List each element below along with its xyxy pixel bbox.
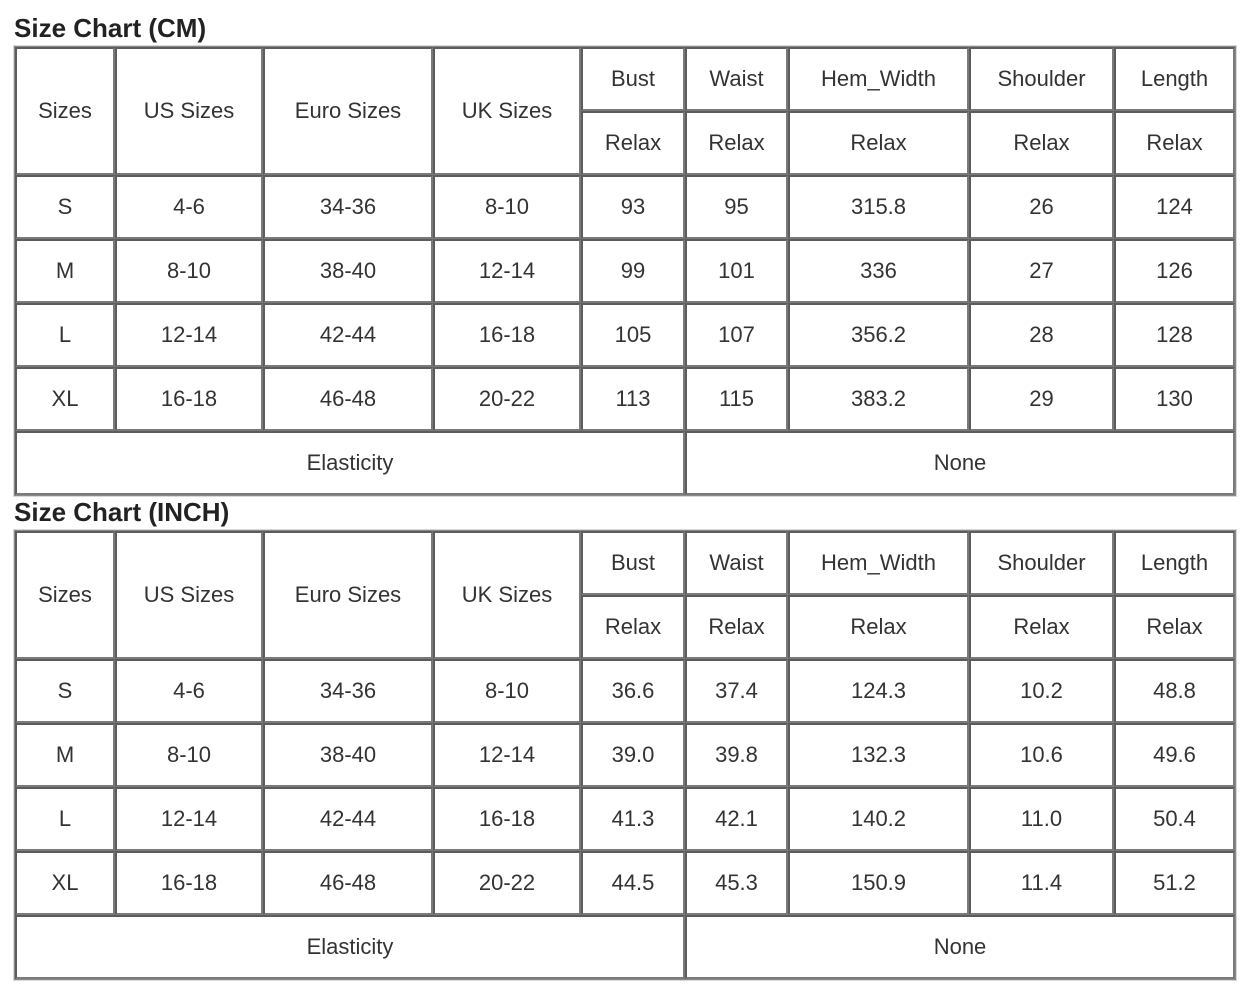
table-row: [15, 367, 1235, 431]
header-bust: Bust: [581, 47, 685, 111]
fit-cell: Relax: [788, 595, 969, 659]
waist-cell: 101: [685, 239, 788, 303]
header-us-sizes: US Sizes: [115, 47, 263, 175]
us-size-cell: 4-6: [115, 175, 263, 239]
euro-size-cell: 34-36: [263, 175, 433, 239]
waist-cell: 37.4: [685, 659, 788, 723]
shoulder-cell: 10.6: [969, 723, 1114, 787]
size-cell: S: [15, 175, 115, 239]
bust-cell: 36.6: [581, 659, 685, 723]
elasticity-label: Elasticity: [15, 431, 685, 495]
table-row: [15, 851, 1235, 915]
header-row: [15, 47, 1235, 111]
size-cell: M: [15, 723, 115, 787]
hem-width-cell: 336: [788, 239, 969, 303]
bust-cell: 93: [581, 175, 685, 239]
header-euro-sizes: Euro Sizes: [263, 47, 433, 175]
uk-size-cell: 16-18: [433, 787, 581, 851]
bust-cell: 113: [581, 367, 685, 431]
header-shoulder: Shoulder: [969, 47, 1114, 111]
table-row: [15, 659, 1235, 723]
header-uk-sizes: UK Sizes: [433, 47, 581, 175]
waist-cell: 45.3: [685, 851, 788, 915]
us-size-cell: 12-14: [115, 303, 263, 367]
uk-size-cell: 20-22: [433, 851, 581, 915]
table-row: [15, 239, 1235, 303]
shoulder-cell: 27: [969, 239, 1114, 303]
euro-size-cell: 46-48: [263, 367, 433, 431]
bust-cell: 41.3: [581, 787, 685, 851]
bust-cell: 99: [581, 239, 685, 303]
hem-width-cell: 383.2: [788, 367, 969, 431]
elasticity-value: None: [685, 431, 1235, 495]
size-cell: S: [15, 659, 115, 723]
fit-cell: Relax: [969, 595, 1114, 659]
fit-cell: Relax: [1114, 111, 1235, 175]
euro-size-cell: 46-48: [263, 851, 433, 915]
header-waist: Waist: [685, 531, 788, 595]
hem-width-cell: 140.2: [788, 787, 969, 851]
waist-cell: 39.8: [685, 723, 788, 787]
size-chart-inch: [14, 494, 1236, 980]
fit-cell: Relax: [788, 111, 969, 175]
us-size-cell: 16-18: [115, 851, 263, 915]
header-hem-width: Hem_Width: [788, 531, 969, 595]
fit-cell: Relax: [685, 111, 788, 175]
length-cell: 130: [1114, 367, 1235, 431]
fit-cell: Relax: [581, 595, 685, 659]
uk-size-cell: 8-10: [433, 659, 581, 723]
elasticity-value: None: [685, 915, 1235, 979]
hem-width-cell: 150.9: [788, 851, 969, 915]
waist-cell: 107: [685, 303, 788, 367]
shoulder-cell: 26: [969, 175, 1114, 239]
chart-title: Size Chart (INCH): [14, 497, 230, 527]
us-size-cell: 12-14: [115, 787, 263, 851]
header-waist: Waist: [685, 47, 788, 111]
waist-cell: 95: [685, 175, 788, 239]
elasticity-row: [15, 431, 1235, 495]
hem-width-cell: 132.3: [788, 723, 969, 787]
table-row: [15, 303, 1235, 367]
elasticity-row: [15, 915, 1235, 979]
bust-cell: 44.5: [581, 851, 685, 915]
uk-size-cell: 20-22: [433, 367, 581, 431]
euro-size-cell: 42-44: [263, 303, 433, 367]
table-row: [15, 723, 1235, 787]
shoulder-cell: 11.4: [969, 851, 1114, 915]
euro-size-cell: 34-36: [263, 659, 433, 723]
bust-cell: 105: [581, 303, 685, 367]
length-cell: 126: [1114, 239, 1235, 303]
shoulder-cell: 11.0: [969, 787, 1114, 851]
shoulder-cell: 29: [969, 367, 1114, 431]
fit-cell: Relax: [581, 111, 685, 175]
us-size-cell: 16-18: [115, 367, 263, 431]
us-size-cell: 8-10: [115, 239, 263, 303]
length-cell: 51.2: [1114, 851, 1235, 915]
shoulder-cell: 10.2: [969, 659, 1114, 723]
uk-size-cell: 8-10: [433, 175, 581, 239]
length-cell: 124: [1114, 175, 1235, 239]
size-cell: XL: [15, 367, 115, 431]
header-euro-sizes: Euro Sizes: [263, 531, 433, 659]
length-cell: 50.4: [1114, 787, 1235, 851]
length-cell: 49.6: [1114, 723, 1235, 787]
uk-size-cell: 12-14: [433, 723, 581, 787]
header-length: Length: [1114, 531, 1235, 595]
header-us-sizes: US Sizes: [115, 531, 263, 659]
waist-cell: 42.1: [685, 787, 788, 851]
table-row: [15, 787, 1235, 851]
euro-size-cell: 38-40: [263, 723, 433, 787]
shoulder-cell: 28: [969, 303, 1114, 367]
size-cell: XL: [15, 851, 115, 915]
elasticity-label: Elasticity: [15, 915, 685, 979]
header-bust: Bust: [581, 531, 685, 595]
hem-width-cell: 315.8: [788, 175, 969, 239]
length-cell: 48.8: [1114, 659, 1235, 723]
size-cell: M: [15, 239, 115, 303]
header-uk-sizes: UK Sizes: [433, 531, 581, 659]
header-hem-width: Hem_Width: [788, 47, 969, 111]
us-size-cell: 4-6: [115, 659, 263, 723]
header-sizes: Sizes: [15, 531, 115, 659]
uk-size-cell: 12-14: [433, 239, 581, 303]
us-size-cell: 8-10: [115, 723, 263, 787]
size-cell: L: [15, 787, 115, 851]
fit-cell: Relax: [685, 595, 788, 659]
euro-size-cell: 42-44: [263, 787, 433, 851]
fit-cell: Relax: [969, 111, 1114, 175]
header-sizes: Sizes: [15, 47, 115, 175]
chart-title: Size Chart (CM): [14, 13, 207, 43]
fit-cell: Relax: [1114, 595, 1235, 659]
length-cell: 128: [1114, 303, 1235, 367]
uk-size-cell: 16-18: [433, 303, 581, 367]
table-row: [15, 175, 1235, 239]
bust-cell: 39.0: [581, 723, 685, 787]
euro-size-cell: 38-40: [263, 239, 433, 303]
size-table: [14, 530, 1236, 980]
size-chart-cm: [14, 10, 1236, 496]
header-shoulder: Shoulder: [969, 531, 1114, 595]
header-length: Length: [1114, 47, 1235, 111]
waist-cell: 115: [685, 367, 788, 431]
hem-width-cell: 124.3: [788, 659, 969, 723]
hem-width-cell: 356.2: [788, 303, 969, 367]
header-row: [15, 531, 1235, 595]
size-table: [14, 46, 1236, 496]
size-cell: L: [15, 303, 115, 367]
